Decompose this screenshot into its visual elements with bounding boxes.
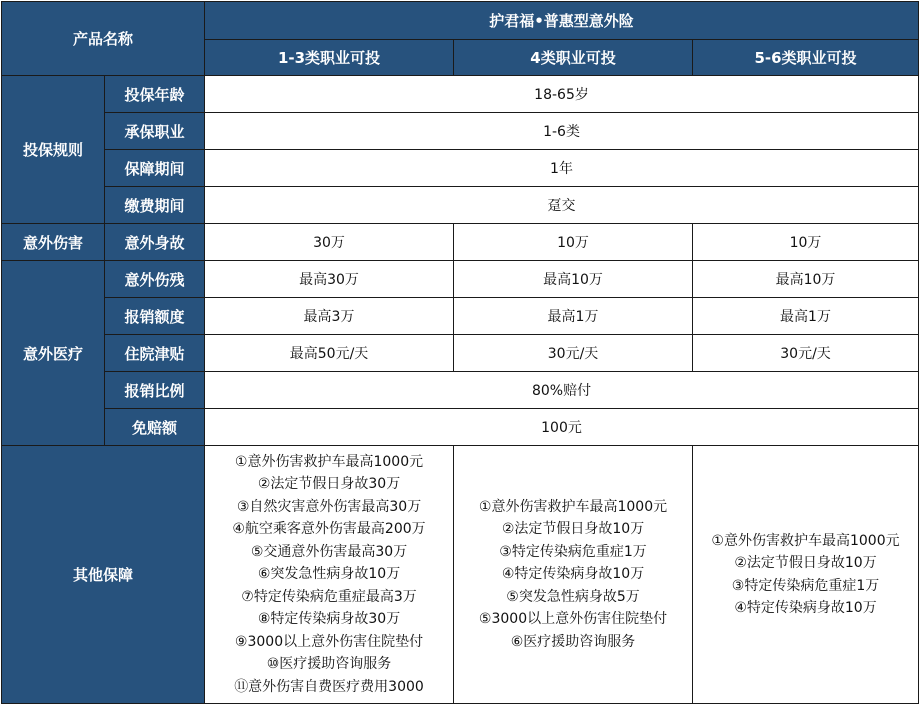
benefit-item: ⑩医疗援助咨询服务: [266, 656, 392, 673]
row-value-age: 18-65岁: [205, 76, 919, 113]
benefit-item: ⑤3000以上意外伤害住院垫付: [478, 611, 668, 628]
section-other-benefits: 其他保障: [2, 446, 205, 704]
row-value-disability-3: 最高10万: [693, 261, 919, 298]
benefit-item: ①意外伤害救护车最高1000元: [478, 498, 668, 515]
row-value-reimbursement-2: 最高1万: [454, 298, 693, 335]
section-accident-injury: 意外伤害: [2, 224, 105, 261]
row-label-age: 投保年龄: [105, 76, 205, 113]
row-value-hospital-3: 30元/天: [693, 335, 919, 372]
benefit-item: ⑤交通意外伤害最高30万: [250, 543, 408, 560]
row-label-occupation: 承保职业: [105, 113, 205, 150]
row-value-reimbursement-1: 最高3万: [205, 298, 454, 335]
row-value-reimbursement-3: 最高1万: [693, 298, 919, 335]
row-label-payment: 缴费期间: [105, 187, 205, 224]
row-label-death: 意外身故: [105, 224, 205, 261]
product-name-header: 产品名称: [2, 2, 205, 76]
row-value-disability-1: 最高30万: [205, 261, 454, 298]
product-title: 护君福•普惠型意外险: [205, 2, 919, 40]
benefit-item: ①意外伤害救护车最高1000元: [711, 532, 900, 549]
row-label-deductible: 免赔额: [105, 409, 205, 446]
plan-header-2: 4类职业可投: [454, 40, 693, 76]
benefit-item: ③特定传染病危重症1万: [499, 543, 647, 560]
row-value-hospital-1: 最高50元/天: [205, 335, 454, 372]
benefit-item: ⑧特定传染病身故30万: [257, 611, 401, 628]
benefit-item: ②法定节假日身故30万: [257, 476, 401, 493]
row-value-death-1: 30万: [205, 224, 454, 261]
benefit-item: ②法定节假日身故10万: [501, 521, 645, 538]
comparison-table: [1, 1, 919, 704]
benefit-item: ④特定传染病身故10万: [734, 600, 877, 616]
row-label-disability: 意外伤残: [105, 261, 205, 298]
row-label-period: 保障期间: [105, 150, 205, 187]
benefit-item: ⑤突发急性病身故5万: [506, 588, 640, 605]
benefit-item: ③特定传染病危重症1万: [731, 577, 880, 594]
other-benefits-plan-3: [693, 446, 919, 704]
row-value-disability-2: 最高10万: [454, 261, 693, 298]
section-accident-medical: 意外医疗: [2, 261, 105, 446]
row-value-period: 1年: [205, 150, 919, 187]
benefit-item: ④特定传染病身故10万: [501, 566, 645, 583]
row-value-deductible: 100元: [205, 409, 919, 446]
plan-header-1: 1-3类职业可投: [205, 40, 454, 76]
other-benefits-plan-2: [454, 446, 693, 704]
other-benefits-plan-1: [205, 446, 454, 704]
row-label-reimbursement: 报销额度: [105, 298, 205, 335]
row-label-ratio: 报销比例: [105, 372, 205, 409]
row-value-death-3: 10万: [693, 224, 919, 261]
section-insurance-rules: 投保规则: [2, 76, 105, 224]
benefit-item: ⑥突发急性病身故10万: [257, 566, 401, 583]
benefit-item: ④航空乘客意外伤害最高200万: [232, 521, 426, 538]
benefit-item: ③自然灾害意外伤害最高30万: [236, 498, 422, 515]
benefit-item: ⑪意外伤害自费医疗费用3000: [234, 678, 424, 695]
row-label-hospital: 住院津贴: [105, 335, 205, 372]
row-value-ratio: 80%赔付: [205, 372, 919, 409]
row-value-payment: 趸交: [205, 187, 919, 224]
row-value-death-2: 10万: [454, 224, 693, 261]
row-value-occupation: 1-6类: [205, 113, 919, 150]
benefit-item: ⑨3000以上意外伤害住院垫付: [234, 633, 424, 650]
benefit-item: ⑥医疗援助咨询服务: [510, 633, 636, 650]
benefit-item: ⑦特定传染病危重症最高3万: [241, 588, 417, 605]
row-value-hospital-2: 30元/天: [454, 335, 693, 372]
benefit-item: ①意外伤害救护车最高1000元: [234, 453, 424, 470]
benefit-item: ②法定节假日身故10万: [734, 555, 877, 571]
plan-header-3: 5-6类职业可投: [693, 40, 919, 76]
